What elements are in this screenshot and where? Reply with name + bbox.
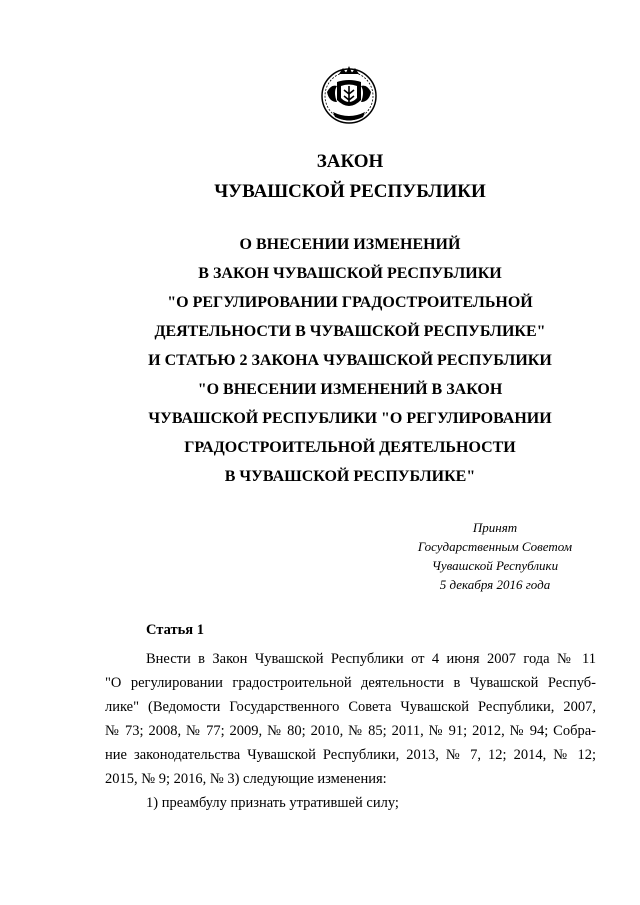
- adoption-line: Принят: [472, 520, 518, 535]
- article-text-line: № 73; 2008, № 77; 2009, № 80; 2010, № 85; 2011, № 91; 2012, № 94; Собра-: [105, 723, 596, 739]
- article-text-line: Внести в Закон Чувашской Республики от 4 июня 2007 года № 11: [146, 651, 596, 667]
- law-heading: ЗАКОН: [316, 151, 384, 172]
- chuvash-emblem-icon: [317, 62, 381, 126]
- subject-line: В ЧУВАШСКОЙ РЕСПУБЛИКЕ": [224, 468, 476, 485]
- article-text-line: лике" (Ведомости Государственного Совета Чувашской Республики, 2007,: [105, 699, 596, 715]
- article-text-line: ние законодательства Чувашской Республики, 2013, № 7, 12; 2014, № 12;: [105, 747, 596, 763]
- subject-line: В ЗАКОН ЧУВАШСКОЙ РЕСПУБЛИКИ: [198, 265, 502, 282]
- adoption-date: 5 декабря 2016 года: [439, 577, 551, 592]
- republic-heading: ЧУВАШСКОЙ РЕСПУБЛИКИ: [214, 181, 486, 202]
- subject-line: О ВНЕСЕНИИ ИЗМЕНЕНИЙ: [239, 236, 461, 253]
- law-subject-title: [0, 230, 640, 491]
- article-text-line: "О регулировании градостроительной деятельности в Чувашской Респуб-: [105, 675, 596, 691]
- adoption-line: Чувашской Республики: [431, 558, 559, 573]
- subject-line: "О РЕГУЛИРОВАНИИ ГРАДОСТРОИТЕЛЬНОЙ: [167, 294, 533, 311]
- article-heading: Статья 1: [146, 622, 204, 638]
- subject-line: ГРАДОСТРОИТЕЛЬНОЙ ДЕЯТЕЛЬНОСТИ: [184, 439, 516, 456]
- subject-line: "О ВНЕСЕНИИ ИЗМЕНЕНИЙ В ЗАКОН: [197, 381, 503, 398]
- article-text-line: 2015, № 9; 2016, № 3) следующие изменения:: [105, 771, 387, 787]
- adoption-line: Государственным Советом: [417, 539, 573, 554]
- subject-line: ЧУВАШСКОЙ РЕСПУБЛИКИ "О РЕГУЛИРОВАНИИ: [148, 410, 552, 427]
- adoption-note: [390, 518, 600, 594]
- article-list-item: 1) преамбулу признать утратившей силу;: [146, 795, 399, 811]
- subject-line: ДЕЯТЕЛЬНОСТИ В ЧУВАШСКОЙ РЕСПУБЛИКЕ": [154, 323, 546, 340]
- subject-line: И СТАТЬЮ 2 ЗАКОНА ЧУВАШСКОЙ РЕСПУБЛИКИ: [148, 352, 552, 369]
- article-body: [105, 647, 596, 815]
